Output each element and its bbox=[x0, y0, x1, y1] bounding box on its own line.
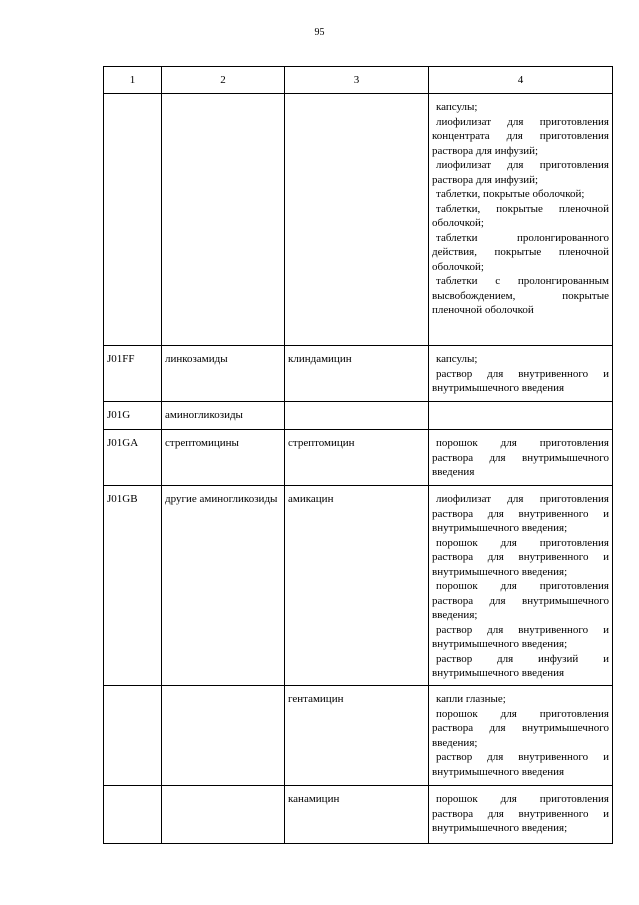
drug-group-cell bbox=[162, 94, 285, 346]
atc-code-cell bbox=[104, 94, 162, 346]
table-row bbox=[104, 430, 613, 486]
table-row bbox=[104, 402, 613, 430]
dosage-form-item: капсулы; bbox=[436, 101, 478, 113]
dosage-form-item: таблетки, покрытые оболочкой; bbox=[436, 188, 585, 200]
table-row bbox=[104, 94, 613, 346]
drug-name-cell-text: клиндамицин bbox=[288, 353, 352, 365]
drug-name-cell-text bbox=[288, 94, 425, 102]
drug-group-cell-text: другие аминогликозиды bbox=[165, 493, 278, 505]
dosage-form-item: лиофилизат для приготовления раствора для инфузий; bbox=[432, 159, 609, 186]
column-header: 3 bbox=[285, 67, 429, 94]
table-row bbox=[104, 786, 613, 844]
atc-code-cell bbox=[104, 686, 162, 786]
atc-code-cell-text bbox=[107, 786, 158, 794]
dosage-form-item: лиофилизат для приготовления раствора для внутривенного и внутримышечного введения; bbox=[432, 493, 609, 534]
dosage-form-item: раствор для инфузий и внутримышечного введения bbox=[432, 652, 609, 679]
table-row bbox=[104, 346, 613, 402]
dosage-form-item: порошок для приготовления раствора для внутривенного и внутримышечного введения; bbox=[432, 536, 609, 578]
atc-code-cell-text: J01GB bbox=[107, 493, 138, 505]
atc-code-cell-text bbox=[107, 686, 158, 694]
drug-name-cell-text: гентамицин bbox=[288, 693, 344, 705]
atc-code-cell-text: J01G bbox=[107, 409, 131, 421]
column-header: 1 bbox=[104, 67, 162, 94]
dosage-forms-cell bbox=[429, 486, 613, 686]
dosage-form-item: раствор для внутривенного и внутримышечного введения bbox=[432, 367, 609, 394]
drug-group-cell-text bbox=[165, 94, 281, 102]
dosage-forms-cell bbox=[429, 786, 613, 844]
dosage-form-item: раствор для внутривенного и внутримышечного введения bbox=[432, 751, 609, 778]
drug-name-cell bbox=[285, 346, 429, 402]
atc-code-cell-text: J01FF bbox=[107, 353, 135, 365]
drug-group-cell bbox=[162, 402, 285, 430]
dosage-form-item: таблетки пролонгированного действия, покрытые пленочной оболочкой; bbox=[432, 231, 609, 273]
drug-name-cell-text: амикацин bbox=[288, 493, 334, 505]
dosage-forms-cell bbox=[429, 94, 613, 346]
column-header: 2 bbox=[162, 67, 285, 94]
drug-name-cell bbox=[285, 94, 429, 346]
drug-name-cell bbox=[285, 430, 429, 486]
dosage-forms-cell bbox=[429, 430, 613, 486]
drug-group-cell-text bbox=[165, 786, 281, 794]
dosage-form-item: порошок для приготовления раствора для внутримышечного введения; bbox=[432, 707, 609, 749]
dosage-form-item: лиофилизат для приготовления концентрата для приготовления раствора для инфузий; bbox=[432, 115, 609, 157]
dosage-form-item: капли глазные; bbox=[436, 693, 506, 705]
drug-group-cell bbox=[162, 346, 285, 402]
dosage-forms-cell bbox=[429, 346, 613, 402]
drug-group-cell bbox=[162, 430, 285, 486]
drug-table bbox=[103, 66, 613, 844]
dosage-form-item: таблетки с пролонгированным высвобождением, покрытые пленочной оболочкой bbox=[432, 275, 609, 316]
atc-code-cell bbox=[104, 430, 162, 486]
dosage-form-item: таблетки, покрытые пленочной оболочкой; bbox=[432, 202, 609, 229]
atc-code-cell bbox=[104, 486, 162, 686]
table-row bbox=[104, 486, 613, 686]
dosage-form-item: порошок для приготовления раствора для внутривенного и внутримышечного введения; bbox=[432, 793, 609, 834]
drug-name-cell bbox=[285, 686, 429, 786]
atc-code-cell bbox=[104, 346, 162, 402]
dosage-form-item: капсулы; bbox=[436, 353, 478, 365]
drug-group-cell-text: стрептомицины bbox=[165, 437, 239, 449]
drug-name-cell-text bbox=[288, 402, 425, 410]
drug-name-cell bbox=[285, 786, 429, 844]
atc-code-cell bbox=[104, 402, 162, 430]
dosage-form-item: порошок для приготовления раствора для внутримышечного введения bbox=[432, 437, 609, 478]
page-number: 95 bbox=[314, 27, 325, 38]
column-header: 4 bbox=[429, 67, 613, 94]
atc-code-cell bbox=[104, 786, 162, 844]
table-row bbox=[104, 686, 613, 786]
drug-name-cell bbox=[285, 402, 429, 430]
atc-code-cell-text: J01GA bbox=[107, 437, 139, 449]
atc-code-cell-text bbox=[107, 94, 158, 102]
drug-name-cell-text: канамицин bbox=[288, 793, 340, 805]
drug-name-cell bbox=[285, 486, 429, 686]
drug-group-cell bbox=[162, 486, 285, 686]
drug-group-cell-text bbox=[165, 686, 281, 694]
drug-group-cell bbox=[162, 686, 285, 786]
dosage-form-item: раствор для внутривенного и внутримышечного введения; bbox=[432, 623, 609, 650]
drug-group-cell-text: линкозамиды bbox=[165, 353, 228, 365]
dosage-forms-cell bbox=[429, 686, 613, 786]
drug-group-cell-text: аминогликозиды bbox=[165, 409, 243, 421]
dosage-form-item: порошок для приготовления раствора для внутримышечного введения; bbox=[432, 580, 609, 621]
table-header-row bbox=[104, 67, 613, 94]
drug-group-cell bbox=[162, 786, 285, 844]
dosage-forms-cell bbox=[429, 402, 613, 430]
drug-name-cell-text: стрептомицин bbox=[288, 437, 355, 449]
